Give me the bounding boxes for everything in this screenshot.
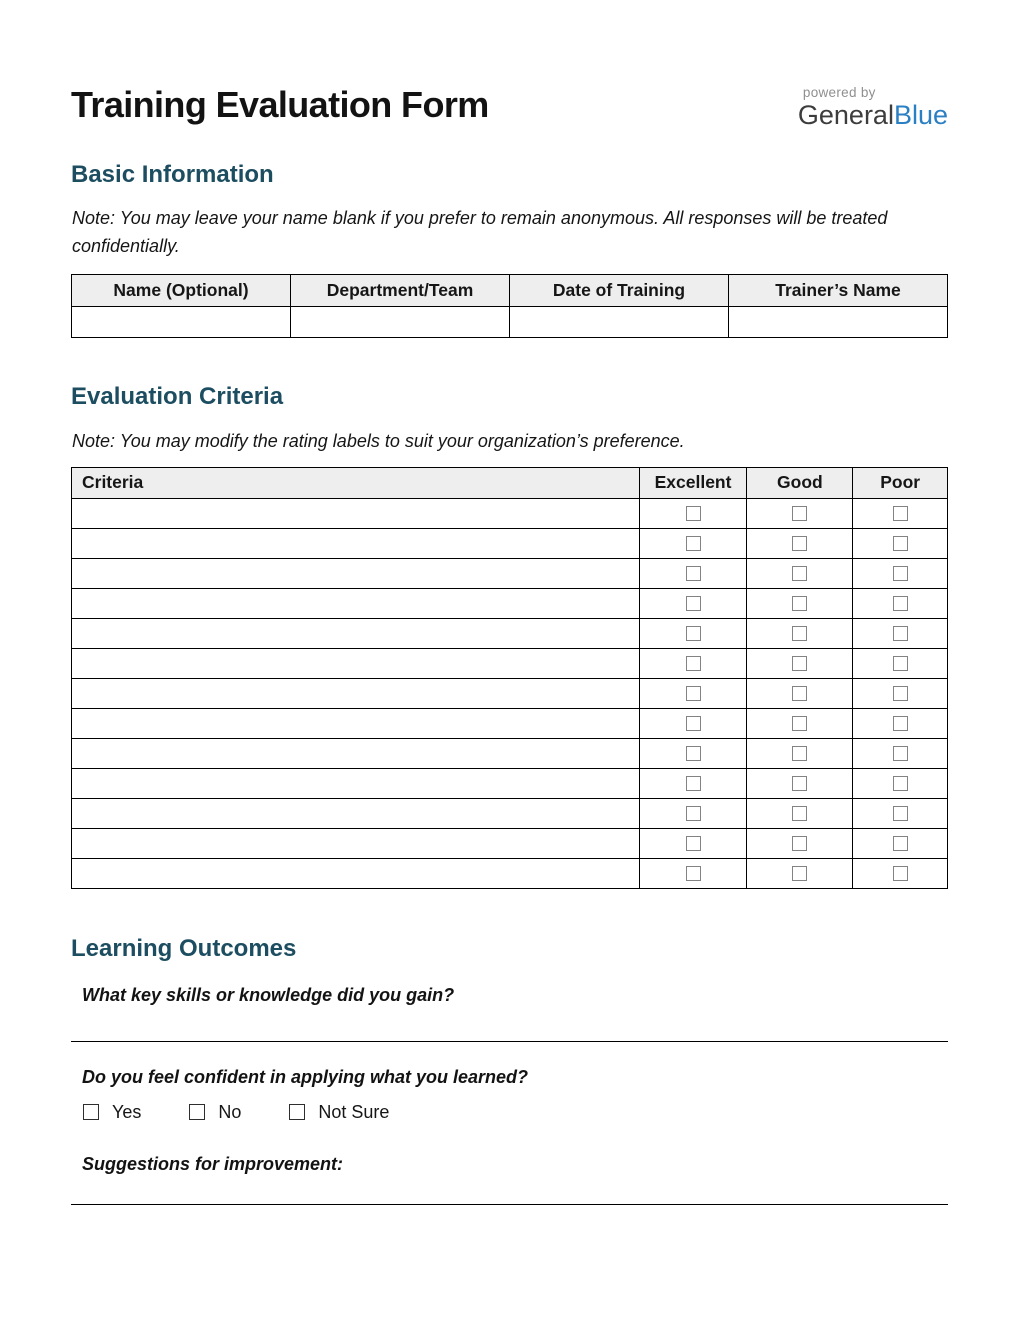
checkbox-not-sure-icon[interactable]	[289, 1104, 305, 1120]
criteria-row	[72, 828, 948, 858]
question-suggestions: Suggestions for improvement:	[82, 1153, 344, 1174]
criteria-input-cell[interactable]	[72, 858, 640, 888]
masthead	[71, 84, 948, 131]
rating-checkbox-icon[interactable]	[686, 506, 701, 521]
rating-checkbox-icon[interactable]	[893, 506, 908, 521]
evaluation-criteria-heading: Evaluation Criteria	[71, 383, 284, 411]
rating-checkbox-icon[interactable]	[893, 836, 908, 851]
rating-cell	[639, 738, 747, 768]
brand-wordmark	[798, 101, 948, 131]
basic-information-heading: Basic Information	[71, 160, 274, 188]
criteria-input-cell[interactable]	[72, 618, 640, 648]
criteria-input-cell[interactable]	[72, 558, 640, 588]
question-confidence: Do you feel confident in applying what you learned?	[82, 1067, 529, 1088]
basic-info-input-row	[72, 307, 948, 338]
criteria-row	[72, 588, 948, 618]
criteria-table-head	[72, 467, 948, 498]
basic-info-table-body	[72, 307, 948, 338]
rating-cell	[639, 828, 747, 858]
rating-checkbox-icon[interactable]	[893, 536, 908, 551]
criteria-row	[72, 678, 948, 708]
rating-checkbox-icon[interactable]	[792, 596, 807, 611]
header-good: Good	[747, 467, 853, 498]
rating-cell	[747, 678, 853, 708]
criteria-input-cell[interactable]	[72, 768, 640, 798]
rating-checkbox-icon[interactable]	[686, 776, 701, 791]
rating-cell	[853, 618, 948, 648]
brand-blue-text: Blue	[893, 100, 948, 130]
rating-cell	[747, 528, 853, 558]
criteria-input-cell[interactable]	[72, 498, 640, 528]
answer-line-skills[interactable]	[71, 1041, 948, 1042]
rating-checkbox-icon[interactable]	[893, 776, 908, 791]
rating-cell	[747, 768, 853, 798]
rating-cell	[639, 588, 747, 618]
section-learning-outcomes	[71, 935, 948, 1205]
rating-checkbox-icon[interactable]	[792, 566, 807, 581]
rating-cell	[747, 708, 853, 738]
rating-cell	[853, 588, 948, 618]
rating-cell	[853, 798, 948, 828]
rating-cell	[639, 498, 747, 528]
rating-checkbox-icon[interactable]	[792, 626, 807, 641]
criteria-row	[72, 798, 948, 828]
name-input-cell[interactable]	[72, 307, 291, 338]
rating-checkbox-icon[interactable]	[893, 656, 908, 671]
rating-checkbox-icon[interactable]	[792, 506, 807, 521]
rating-cell	[853, 678, 948, 708]
brand-general-text: General	[797, 100, 894, 130]
rating-checkbox-icon[interactable]	[686, 626, 701, 641]
rating-cell	[853, 738, 948, 768]
rating-cell	[747, 858, 853, 888]
rating-checkbox-icon[interactable]	[686, 656, 701, 671]
rating-checkbox-icon[interactable]	[686, 686, 701, 701]
rating-cell	[639, 648, 747, 678]
rating-checkbox-icon[interactable]	[686, 566, 701, 581]
basic-info-table-head	[72, 275, 948, 307]
rating-checkbox-icon[interactable]	[893, 566, 908, 581]
rating-checkbox-icon[interactable]	[893, 686, 908, 701]
criteria-input-cell[interactable]	[72, 798, 640, 828]
date-input-cell[interactable]	[510, 307, 729, 338]
answer-line-suggestions[interactable]	[71, 1204, 948, 1205]
criteria-input-cell[interactable]	[72, 588, 640, 618]
rating-cell	[853, 858, 948, 888]
rating-cell	[853, 828, 948, 858]
rating-cell	[639, 858, 747, 888]
rating-checkbox-icon[interactable]	[893, 746, 908, 761]
brand-logo	[798, 84, 948, 131]
header-trainers-name: Trainer’s Name	[729, 275, 948, 307]
criteria-input-cell[interactable]	[72, 828, 640, 858]
criteria-header-row	[72, 467, 948, 498]
rating-cell	[853, 708, 948, 738]
rating-cell	[747, 558, 853, 588]
rating-cell	[639, 558, 747, 588]
rating-cell	[853, 768, 948, 798]
criteria-input-cell[interactable]	[72, 648, 640, 678]
rating-cell	[747, 588, 853, 618]
rating-checkbox-icon[interactable]	[893, 626, 908, 641]
criteria-row	[72, 498, 948, 528]
rating-cell	[639, 708, 747, 738]
rating-checkbox-icon[interactable]	[686, 806, 701, 821]
rating-checkbox-icon[interactable]	[792, 536, 807, 551]
rating-checkbox-icon[interactable]	[893, 866, 908, 881]
rating-checkbox-icon[interactable]	[792, 656, 807, 671]
header-date-of-training: Date of Training	[510, 275, 729, 307]
rating-checkbox-icon[interactable]	[686, 836, 701, 851]
rating-checkbox-icon[interactable]	[893, 806, 908, 821]
trainer-input-cell[interactable]	[729, 307, 948, 338]
criteria-row	[72, 618, 948, 648]
criteria-row	[72, 738, 948, 768]
rating-checkbox-icon[interactable]	[686, 596, 701, 611]
rating-cell	[747, 828, 853, 858]
criteria-input-cell[interactable]	[72, 738, 640, 768]
criteria-input-cell[interactable]	[72, 678, 640, 708]
criteria-row	[72, 648, 948, 678]
rating-cell	[747, 798, 853, 828]
confidence-options	[83, 1102, 948, 1123]
header-name-optional: Name (Optional)	[72, 275, 291, 307]
criteria-input-cell[interactable]	[72, 708, 640, 738]
header-criteria: Criteria	[72, 467, 640, 498]
criteria-table-body	[72, 498, 948, 888]
option-not-sure-label: Not Sure	[318, 1101, 390, 1122]
option-no[interactable]	[189, 1102, 241, 1123]
rating-checkbox-icon[interactable]	[792, 686, 807, 701]
rating-checkbox-icon[interactable]	[792, 776, 807, 791]
rating-cell	[853, 558, 948, 588]
rating-cell	[747, 618, 853, 648]
rating-checkbox-icon[interactable]	[686, 536, 701, 551]
option-yes-label: Yes	[112, 1101, 142, 1122]
option-yes[interactable]	[83, 1102, 141, 1123]
basic-info-table	[71, 274, 948, 338]
criteria-row	[72, 858, 948, 888]
question-skills-gained: What key skills or knowledge did you gain?	[82, 985, 455, 1006]
criteria-table	[71, 467, 948, 889]
rating-checkbox-icon[interactable]	[893, 596, 908, 611]
rating-checkbox-icon[interactable]	[792, 836, 807, 851]
powered-by-text: powered by	[802, 85, 876, 100]
evaluation-criteria-note: Note: You may modify the rating labels to suit your organization’s preference.	[72, 430, 685, 451]
basic-info-header-row	[72, 275, 948, 307]
rating-checkbox-icon[interactable]	[792, 806, 807, 821]
rating-cell	[639, 528, 747, 558]
rating-cell	[639, 798, 747, 828]
rating-checkbox-icon[interactable]	[686, 746, 701, 761]
criteria-row	[72, 768, 948, 798]
rating-cell	[747, 498, 853, 528]
rating-cell	[853, 528, 948, 558]
header-excellent: Excellent	[639, 467, 747, 498]
criteria-row	[72, 528, 948, 558]
rating-cell	[853, 498, 948, 528]
rating-checkbox-icon[interactable]	[792, 746, 807, 761]
option-no-label: No	[218, 1101, 242, 1122]
criteria-row	[72, 558, 948, 588]
header-department-team: Department/Team	[291, 275, 510, 307]
rating-cell	[639, 678, 747, 708]
department-input-cell[interactable]	[291, 307, 510, 338]
option-not-sure[interactable]	[289, 1102, 389, 1123]
criteria-row	[72, 708, 948, 738]
rating-cell	[639, 768, 747, 798]
rating-checkbox-icon[interactable]	[893, 716, 908, 731]
page-title: Training Evaluation Form	[71, 84, 489, 125]
rating-checkbox-icon[interactable]	[686, 716, 701, 731]
rating-checkbox-icon[interactable]	[686, 866, 701, 881]
rating-checkbox-icon[interactable]	[792, 716, 807, 731]
learning-outcomes-heading: Learning Outcomes	[71, 934, 297, 962]
header-poor: Poor	[853, 467, 948, 498]
section-evaluation-criteria	[71, 383, 948, 889]
criteria-input-cell[interactable]	[72, 528, 640, 558]
checkbox-no-icon[interactable]	[189, 1104, 205, 1120]
rating-cell	[853, 648, 948, 678]
basic-information-note: Note: You may leave your name blank if you prefer to remain anonymous. All responses will be treated confidentially.	[72, 208, 888, 257]
rating-cell	[747, 648, 853, 678]
rating-checkbox-icon[interactable]	[792, 866, 807, 881]
rating-cell	[747, 738, 853, 768]
checkbox-yes-icon[interactable]	[83, 1104, 99, 1120]
rating-cell	[639, 618, 747, 648]
section-basic-information	[71, 161, 948, 339]
